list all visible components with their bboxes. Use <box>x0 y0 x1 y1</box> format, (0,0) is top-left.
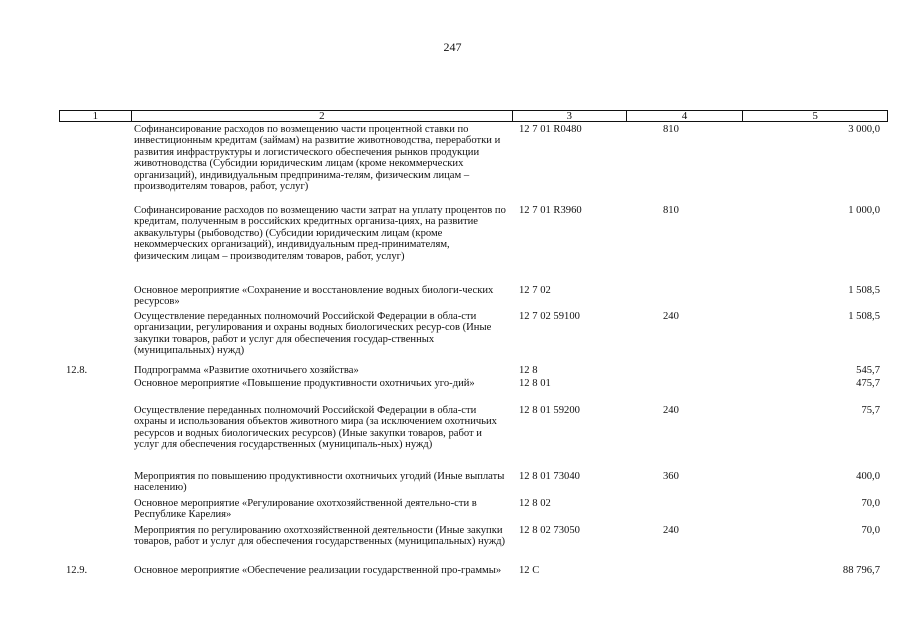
row-name: Мероприятия по регулированию охотхозяйственной деятельности (Иные закупки товаров, работ и услуг для обеспечения государственных (муниципальных) нужд) <box>134 525 506 548</box>
table-row <box>59 205 888 285</box>
row-name: Софинансирование расходов по возмещению части процентной ставки по инвестиционным кредитам (займам) на развитие животноводства, переработки и развития инфраструктуры и логистического обеспечения рынков продукции животноводства (Субсидии юридическим лицам (кроме некоммерческих организаций), индивидуальным предпринима-телям, физическим лицам – производителям товаров, работ, услуг) <box>134 124 501 193</box>
header-col-4: 4 <box>627 111 744 121</box>
page-number: 247 <box>443 40 462 54</box>
row-number <box>59 285 131 311</box>
row-amount: 3 000,0 <box>848 124 880 135</box>
table-row <box>59 471 888 498</box>
row-expense-type <box>627 565 744 593</box>
table-row <box>59 285 888 311</box>
row-amount: 70,0 <box>861 525 880 536</box>
table-row <box>59 525 888 565</box>
table-row <box>59 311 888 365</box>
table-row <box>59 378 888 405</box>
row-amount: 1 508,5 <box>848 311 880 322</box>
row-expense-type: 360 <box>663 471 679 482</box>
row-expense-type <box>627 365 744 378</box>
table-body <box>59 124 888 593</box>
row-number: 12.8. <box>66 365 88 376</box>
row-name: Мероприятия по повышению продуктивности охотничьих угодий (Иные выплаты населению) <box>134 471 505 494</box>
row-amount: 475,7 <box>856 378 880 389</box>
header-col-5: 5 <box>812 110 818 122</box>
row-expense-type: 240 <box>663 405 679 416</box>
row-amount: 70,0 <box>861 498 880 509</box>
header-col-3: 3 <box>513 111 627 121</box>
row-number <box>59 471 131 498</box>
row-number <box>59 378 131 405</box>
row-code: 12 7 02 59100 <box>519 311 580 322</box>
table-row <box>59 365 888 378</box>
row-number <box>59 311 131 365</box>
row-amount: 1 508,5 <box>848 285 880 296</box>
row-expense-type <box>627 498 744 525</box>
header-col-2: 2 <box>132 111 513 121</box>
row-name: Осуществление переданных полномочий Российской Федерации в обла-сти организации, регулирования и охраны водных биологических ресур-сов (Иные закупки товаров, работ и услуг для обеспечения государ-ственных (муниципальных) нужд) <box>134 311 492 357</box>
row-code: 12 8 02 73050 <box>519 525 580 536</box>
row-code: 12 8 01 <box>519 378 551 389</box>
row-code: 12 С <box>519 565 540 576</box>
table-row <box>59 498 888 525</box>
table-header <box>59 110 888 122</box>
row-number <box>59 525 131 565</box>
row-expense-type: 240 <box>663 525 679 536</box>
row-expense-type: 810 <box>663 205 679 216</box>
table-row <box>59 124 888 205</box>
row-number <box>59 205 131 285</box>
row-number <box>59 124 131 205</box>
row-expense-type <box>627 285 744 311</box>
row-name: Подпрограмма «Развитие охотничьего хозяйства» <box>134 365 359 376</box>
row-number <box>59 498 131 525</box>
row-code: 12 8 01 59200 <box>519 405 580 416</box>
row-amount: 1 000,0 <box>848 205 880 216</box>
row-code: 12 8 02 <box>519 498 551 509</box>
row-amount: 75,7 <box>861 405 880 416</box>
table-row <box>59 405 888 471</box>
row-amount: 545,7 <box>856 365 880 376</box>
row-name: Основное мероприятие «Сохранение и восстановление водных биологи-ческих ресурсов» <box>134 285 494 308</box>
row-code: 12 7 01 R3960 <box>519 205 582 216</box>
row-name: Основное мероприятие «Повышение продуктивности охотничьих уго-дий» <box>134 378 475 389</box>
row-name: Софинансирование расходов по возмещению части затрат на уплату процентов по кредитам, полученным в российских кредитных организа-циях, на развитие аквакультуры (рыбоводство) (Субсидии юридическим лицам (кроме некоммерческих организаций), индивидуальным пред-принимателям, физическим лицам – производителям товаров, работ, услуг) <box>134 205 506 262</box>
row-expense-type: 240 <box>663 311 679 322</box>
row-expense-type <box>627 378 744 405</box>
row-amount: 88 796,7 <box>842 565 880 576</box>
row-name: Основное мероприятие «Регулирование охотхозяйственной деятельно-сти в Республике Карелия» <box>134 498 477 521</box>
row-code: 12 8 <box>519 365 538 376</box>
row-amount: 400,0 <box>856 471 880 482</box>
row-name: Осуществление переданных полномочий Российской Федерации в обла-сти охраны и использования объектов животного мира (за исключением охотничьих ресурсов и водных биологических ресурсов) (Иные закупки товаров, работ и услуг для обеспечения государственных (муниципаль-ных) нужд) <box>134 405 497 451</box>
header-col-1: 1 <box>60 111 132 121</box>
row-number: 12.9. <box>66 565 88 576</box>
row-code: 12 7 02 <box>519 285 551 296</box>
row-number <box>59 405 131 471</box>
row-expense-type: 810 <box>663 124 679 135</box>
table-row <box>59 565 888 593</box>
row-name: Основное мероприятие «Обеспечение реализации государственной про-граммы» <box>134 565 502 576</box>
row-code: 12 8 01 73040 <box>519 471 580 482</box>
row-code: 12 7 01 R0480 <box>519 124 582 135</box>
